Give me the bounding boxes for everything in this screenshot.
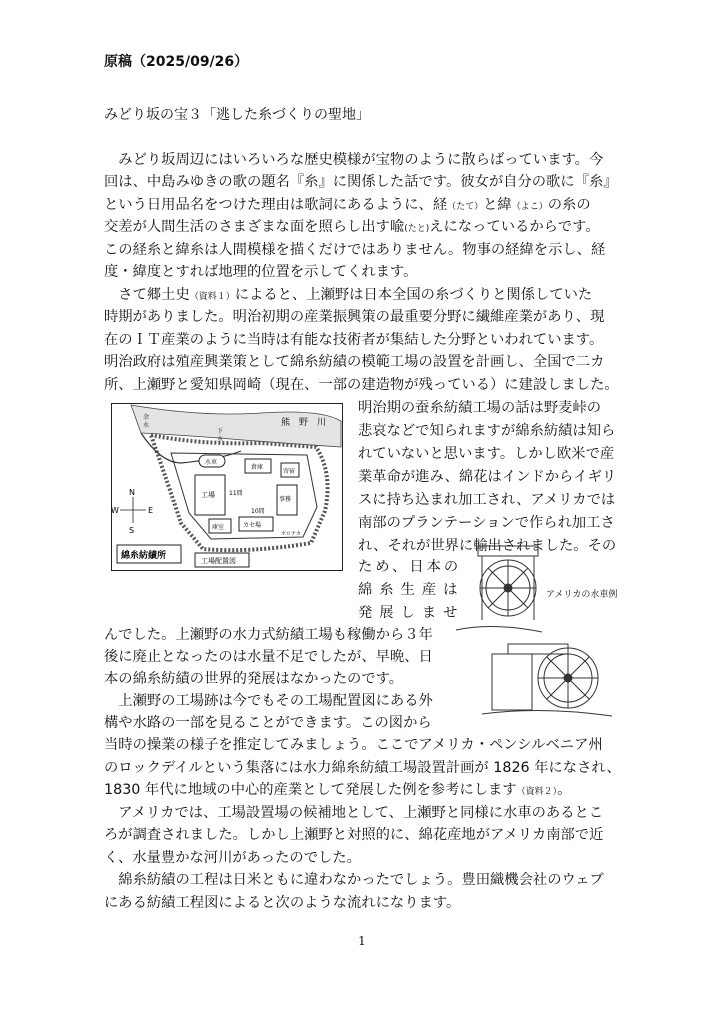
body-text: のロックデイルという集落には水力綿糸紡績工場設置計画が 1826 年になされ、 (104, 760, 621, 776)
body-line (104, 892, 460, 914)
map-label-office: 事務 (279, 496, 292, 503)
body-line (104, 847, 361, 869)
body-text: 回は、中島みゆきの歌の題名『糸』に関係した話です。彼女が自分の歌に『糸』 (104, 174, 618, 190)
map-label-edge-4: 水 (217, 436, 224, 443)
body-text: という日用品名をつけた理由は歌詞にあるように、経 (104, 197, 448, 213)
body-line (104, 149, 603, 171)
body-text: みどり坂周辺にはいろいろな歴史模様が宝物のように散らばっています。今 (104, 152, 604, 168)
body-text: 悲哀などで知られますが綿糸紡績は知ら (358, 423, 616, 439)
body-line (358, 443, 614, 465)
body-text: 交差が人間生活のさまざまな面を照らし出す喩 (104, 219, 405, 235)
body-text: えになっているからです。 (429, 219, 600, 235)
body-text: 時期がありました。明治初期の産業振興策の最重要分野に繊維産業があり、現 (104, 309, 605, 325)
map-label-kase: カセ場 (243, 522, 262, 529)
body-line (104, 306, 604, 328)
body-line (358, 397, 601, 419)
compass-w: W (111, 506, 119, 515)
body-line (104, 712, 432, 734)
body-text: 明治政府は殖産興業策として綿糸紡績の模範工場の設置を計画し、全国で二カ (104, 354, 605, 370)
body-text: 綿糸紡績の工程は日米ともに違わなかったでしょう。豊田織機会社のウェブ (104, 872, 604, 888)
body-line (358, 466, 616, 488)
body-text: 上瀬野の工場跡は今でもその工場配置図にある外 (104, 693, 433, 709)
map-label-watermill: 水車 (205, 459, 218, 466)
map-label-edge-1: 余 (143, 414, 150, 421)
page-number: 1 (358, 934, 366, 948)
map-label-dormitory: 寄宿 (283, 468, 296, 475)
body-text: 綿糸生産は (358, 582, 465, 598)
body-text: によると、上瀬野は日本全国の糸づくりと関係していた (234, 287, 593, 303)
body-text: 。 (557, 782, 572, 798)
body-line (104, 757, 621, 779)
body-text: にある紡績工程図によると次のような流れになります。 (104, 895, 461, 911)
body-text: この経糸と緯糸は人間模様を描くだけではありません。物事の経緯を示し、経 (104, 242, 606, 258)
body-text: く、水量豊かな河川があったのでした。 (104, 850, 361, 866)
body-line (104, 869, 604, 891)
body-text: ため、日本の (358, 559, 462, 575)
body-line (358, 579, 464, 601)
annotation-text: （よこ） (511, 202, 548, 212)
article-subtitle: みどり坂の宝３「逃した糸づくりの聖地」 (104, 107, 370, 123)
body-line (104, 690, 433, 712)
factory-layout-map (111, 403, 343, 571)
map-label-store: 庫室 (212, 524, 225, 531)
body-line (104, 646, 433, 668)
body-text: 業革命が進み、綿花はインドからイギリ (358, 469, 617, 485)
body-text: ろが調査されました。しかし上瀬野と対照的に、綿花産地がアメリカ南部で近 (104, 827, 604, 843)
body-text: 所、上瀬野と愛知県岡崎（現在、一部の建造物が残っている）に建設しました。 (104, 377, 619, 393)
body-text: 度・緯度とすれば地理的位置を示してくれます。 (104, 264, 418, 280)
body-line (104, 351, 604, 373)
map-label-main: 工場 (201, 491, 215, 499)
body-line (104, 734, 603, 756)
map-label-10ken: 10間 (251, 508, 265, 515)
body-line (358, 602, 464, 624)
body-text: 当時の操業の様子を推定してみましょう。ここでアメリカ・ペンシルベニア州 (104, 737, 603, 753)
compass-n: N (129, 488, 135, 497)
waterwheel-illustration (452, 540, 632, 720)
body-text: スに持ち込まれ加工され、アメリカでは (358, 492, 616, 508)
annotation-text: （資料１） (189, 292, 235, 302)
body-line (104, 171, 618, 193)
body-text: 本の綿糸紡績の世界的発展はなかったのです。 (104, 671, 404, 687)
body-text: 構や水路の一部を見ることができます。この図から (104, 715, 432, 731)
body-line (104, 239, 605, 261)
body-line (104, 284, 592, 308)
annotation-text: （たて） (447, 202, 484, 212)
body-text: と緯 (483, 197, 512, 213)
body-line (104, 802, 603, 824)
body-line (104, 824, 603, 846)
map-label-edge-5: ボロテカ (281, 531, 301, 537)
body-line (358, 556, 461, 578)
map-label-11ken: 11間 (229, 490, 243, 497)
body-line (358, 489, 615, 511)
body-text: アメリカでは、工場設置場の候補地として、上瀬野と同様に水車のあるとこ (104, 805, 604, 821)
waterwheel-bottom (482, 644, 612, 716)
body-text: 後に廃止となったのは水量不足でしたが、早晩、日 (104, 649, 433, 665)
body-text: 南部のプランテーションで作られ加工さ (358, 515, 615, 531)
map-label-edge-2: 水 (143, 422, 150, 429)
annotation-text: （資料２） (516, 787, 558, 797)
body-line (104, 624, 433, 646)
waterwheel-top (456, 546, 542, 632)
plan-label: 工場配置図 (201, 557, 236, 565)
body-text: れていないと思います。しかし欧米で産 (358, 446, 615, 462)
compass-e: E (148, 506, 154, 515)
compass-s: S (129, 526, 135, 535)
body-text: 1830 年代に地域の中心的産業として発展した例を参考にします (104, 782, 517, 798)
body-line (104, 261, 417, 283)
body-text: 明治期の蚕糸紡績工場の話は野麦峠の (358, 400, 602, 416)
body-line (358, 420, 615, 442)
body-text: れ、それが世界に輸出されました。その (358, 538, 617, 554)
body-text: の糸の (547, 197, 591, 213)
place-label: 綿糸紡績所 (121, 551, 167, 561)
river-label: 熊 野 川 (281, 418, 327, 428)
map-label-edge-3: 下 (217, 428, 224, 435)
body-line (358, 512, 615, 534)
body-line (104, 668, 403, 690)
body-line (104, 779, 571, 803)
document-heading: 原稿（2025/09/26） (104, 54, 249, 70)
body-line (104, 374, 619, 396)
body-line (104, 216, 600, 240)
waterwheel-caption: アメリカの水車例 (546, 590, 618, 600)
map-label-warehouse: 倉庫 (251, 464, 264, 471)
body-line (104, 329, 603, 351)
body-text: んでした。上瀬野の水力式紡績工場も稼働から３年 (104, 627, 433, 643)
body-line (104, 194, 591, 218)
body-text: 発展しませ (358, 605, 465, 621)
body-text: 在のＩＴ産業のように当時は有能な技術者が集結した分野といわれています。 (104, 332, 604, 348)
annotation-text: (たと) (404, 224, 430, 234)
body-text: さて郷土史 (104, 287, 190, 303)
